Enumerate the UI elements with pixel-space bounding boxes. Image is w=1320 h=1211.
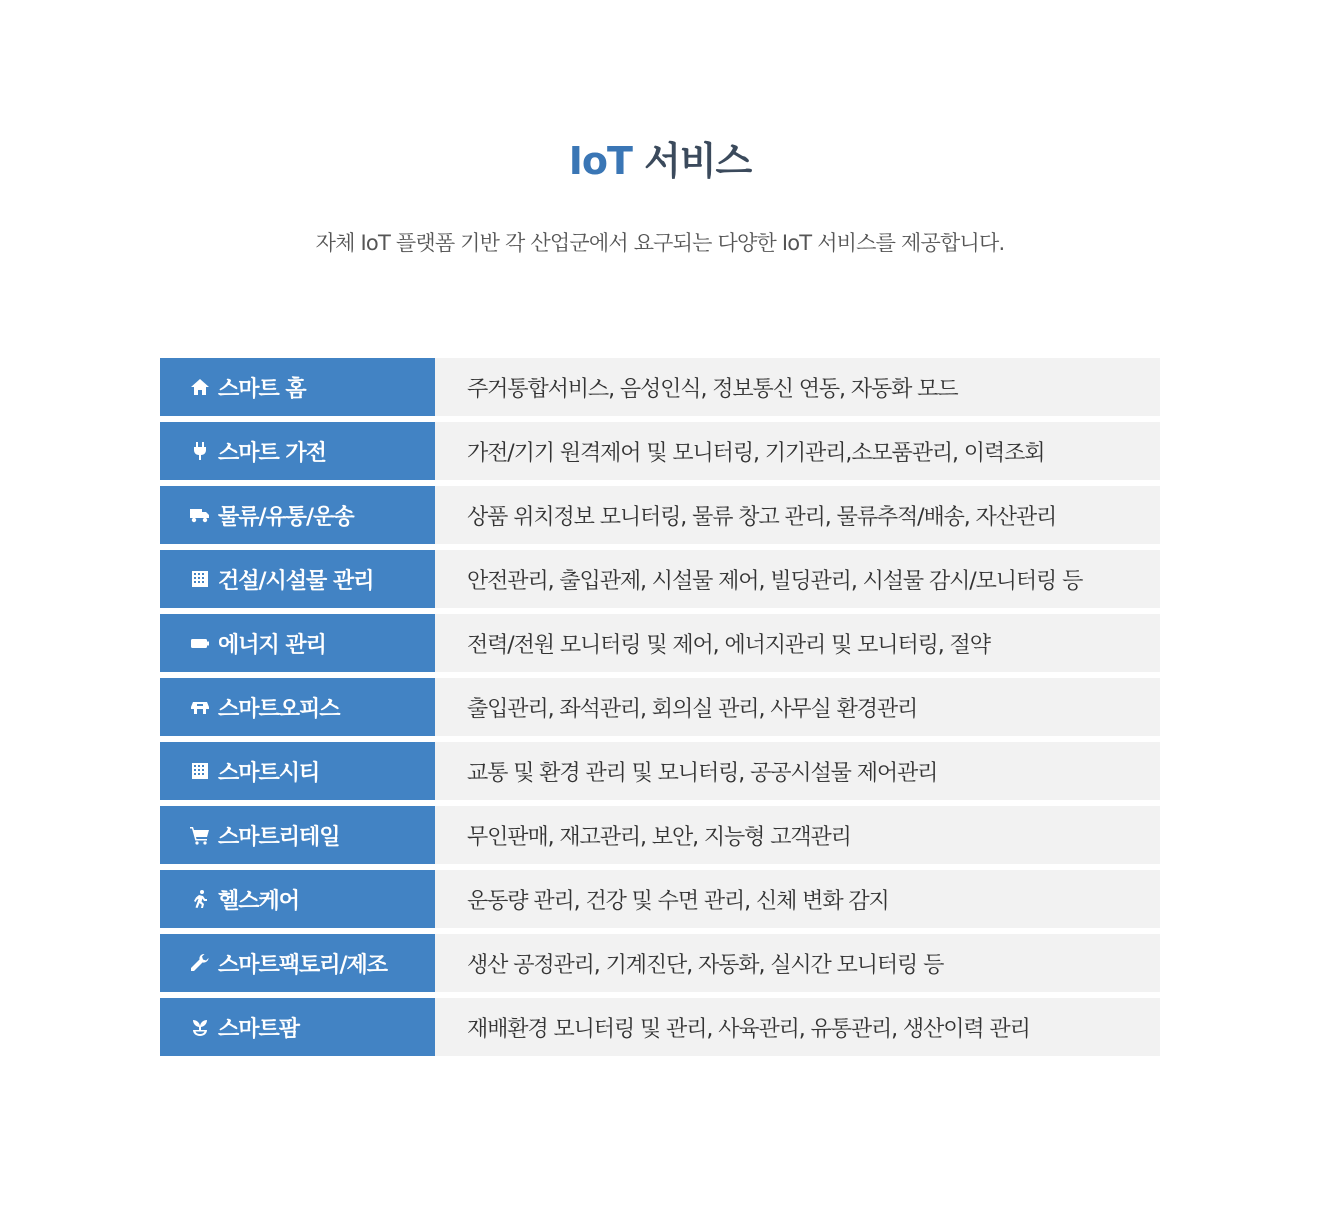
sprout-icon <box>188 1015 212 1039</box>
plug-icon <box>188 439 212 463</box>
service-category-label: 스마트 가전 <box>218 440 326 466</box>
service-description: 주거통합서비스, 음성인식, 정보통신 연동, 자동화 모드 <box>435 358 1160 416</box>
service-description: 상품 위치정보 모니터링, 물류 창고 관리, 물류추적/배송, 자산관리 <box>435 486 1160 544</box>
service-category <box>160 998 435 1056</box>
service-category-label: 스마트팩토리/제조 <box>218 952 388 978</box>
service-category <box>160 614 435 672</box>
service-category-label: 스마트리테일 <box>218 824 340 850</box>
service-category <box>160 486 435 544</box>
service-row-smart-home <box>160 358 1160 416</box>
service-category <box>160 870 435 928</box>
service-category <box>160 358 435 416</box>
service-category-label: 스마트시티 <box>218 760 320 786</box>
service-category <box>160 422 435 480</box>
service-category-label: 스마트오피스 <box>218 696 340 722</box>
truck-icon <box>188 503 212 527</box>
service-category <box>160 742 435 800</box>
service-row-logistics <box>160 486 1160 544</box>
service-category <box>160 934 435 992</box>
building-icon <box>188 567 212 591</box>
service-category-label: 물류/유통/운송 <box>218 504 354 530</box>
service-description: 안전관리, 출입관제, 시설물 제어, 빌딩관리, 시설물 감시/모니터링 등 <box>435 550 1160 608</box>
service-category-label: 에너지 관리 <box>218 632 326 658</box>
service-row-smart-factory <box>160 934 1160 992</box>
service-description: 전력/전원 모니터링 및 제어, 에너지관리 및 모니터링, 절약 <box>435 614 1160 672</box>
service-description: 교통 및 환경 관리 및 모니터링, 공공시설물 제어관리 <box>435 742 1160 800</box>
service-table <box>160 358 1160 1062</box>
page-title-accent: IoT <box>568 139 632 183</box>
service-row-smart-farm <box>160 998 1160 1056</box>
service-row-smart-city <box>160 742 1160 800</box>
battery-icon <box>188 631 212 655</box>
wrench-icon <box>188 951 212 975</box>
service-category <box>160 806 435 864</box>
service-category <box>160 678 435 736</box>
page-title-rest: 서비스 <box>644 139 752 183</box>
service-description: 가전/기기 원격제어 및 모니터링, 기기관리,소모품관리, 이력조회 <box>435 422 1160 480</box>
home-icon <box>188 375 212 399</box>
service-row-smart-retail <box>160 806 1160 864</box>
service-row-smart-office <box>160 678 1160 736</box>
service-description: 출입관리, 좌석관리, 회의실 관리, 사무실 환경관리 <box>435 678 1160 736</box>
city-icon <box>188 759 212 783</box>
service-category-label: 건설/시설물 관리 <box>218 568 374 594</box>
service-description: 운동량 관리, 건강 및 수면 관리, 신체 변화 감지 <box>435 870 1160 928</box>
service-row-smart-appliance <box>160 422 1160 480</box>
service-description: 재배환경 모니터링 및 관리, 사육관리, 유통관리, 생산이력 관리 <box>435 998 1160 1056</box>
runner-icon <box>188 887 212 911</box>
service-row-healthcare <box>160 870 1160 928</box>
service-row-construction <box>160 550 1160 608</box>
service-category-label: 헬스케어 <box>218 888 300 914</box>
service-category <box>160 550 435 608</box>
cart-icon <box>188 823 212 847</box>
page-title <box>0 138 1320 184</box>
service-description: 생산 공정관리, 기계진단, 자동화, 실시간 모니터링 등 <box>435 934 1160 992</box>
office-icon <box>188 695 212 719</box>
service-category-label: 스마트팜 <box>218 1016 300 1042</box>
page-subtitle: 자체 IoT 플랫폼 기반 각 산업군에서 요구되는 다양한 IoT 서비스를 제공합니다. <box>315 231 1005 255</box>
service-description: 무인판매, 재고관리, 보안, 지능형 고객관리 <box>435 806 1160 864</box>
service-category-label: 스마트 홈 <box>218 376 306 402</box>
service-row-energy <box>160 614 1160 672</box>
